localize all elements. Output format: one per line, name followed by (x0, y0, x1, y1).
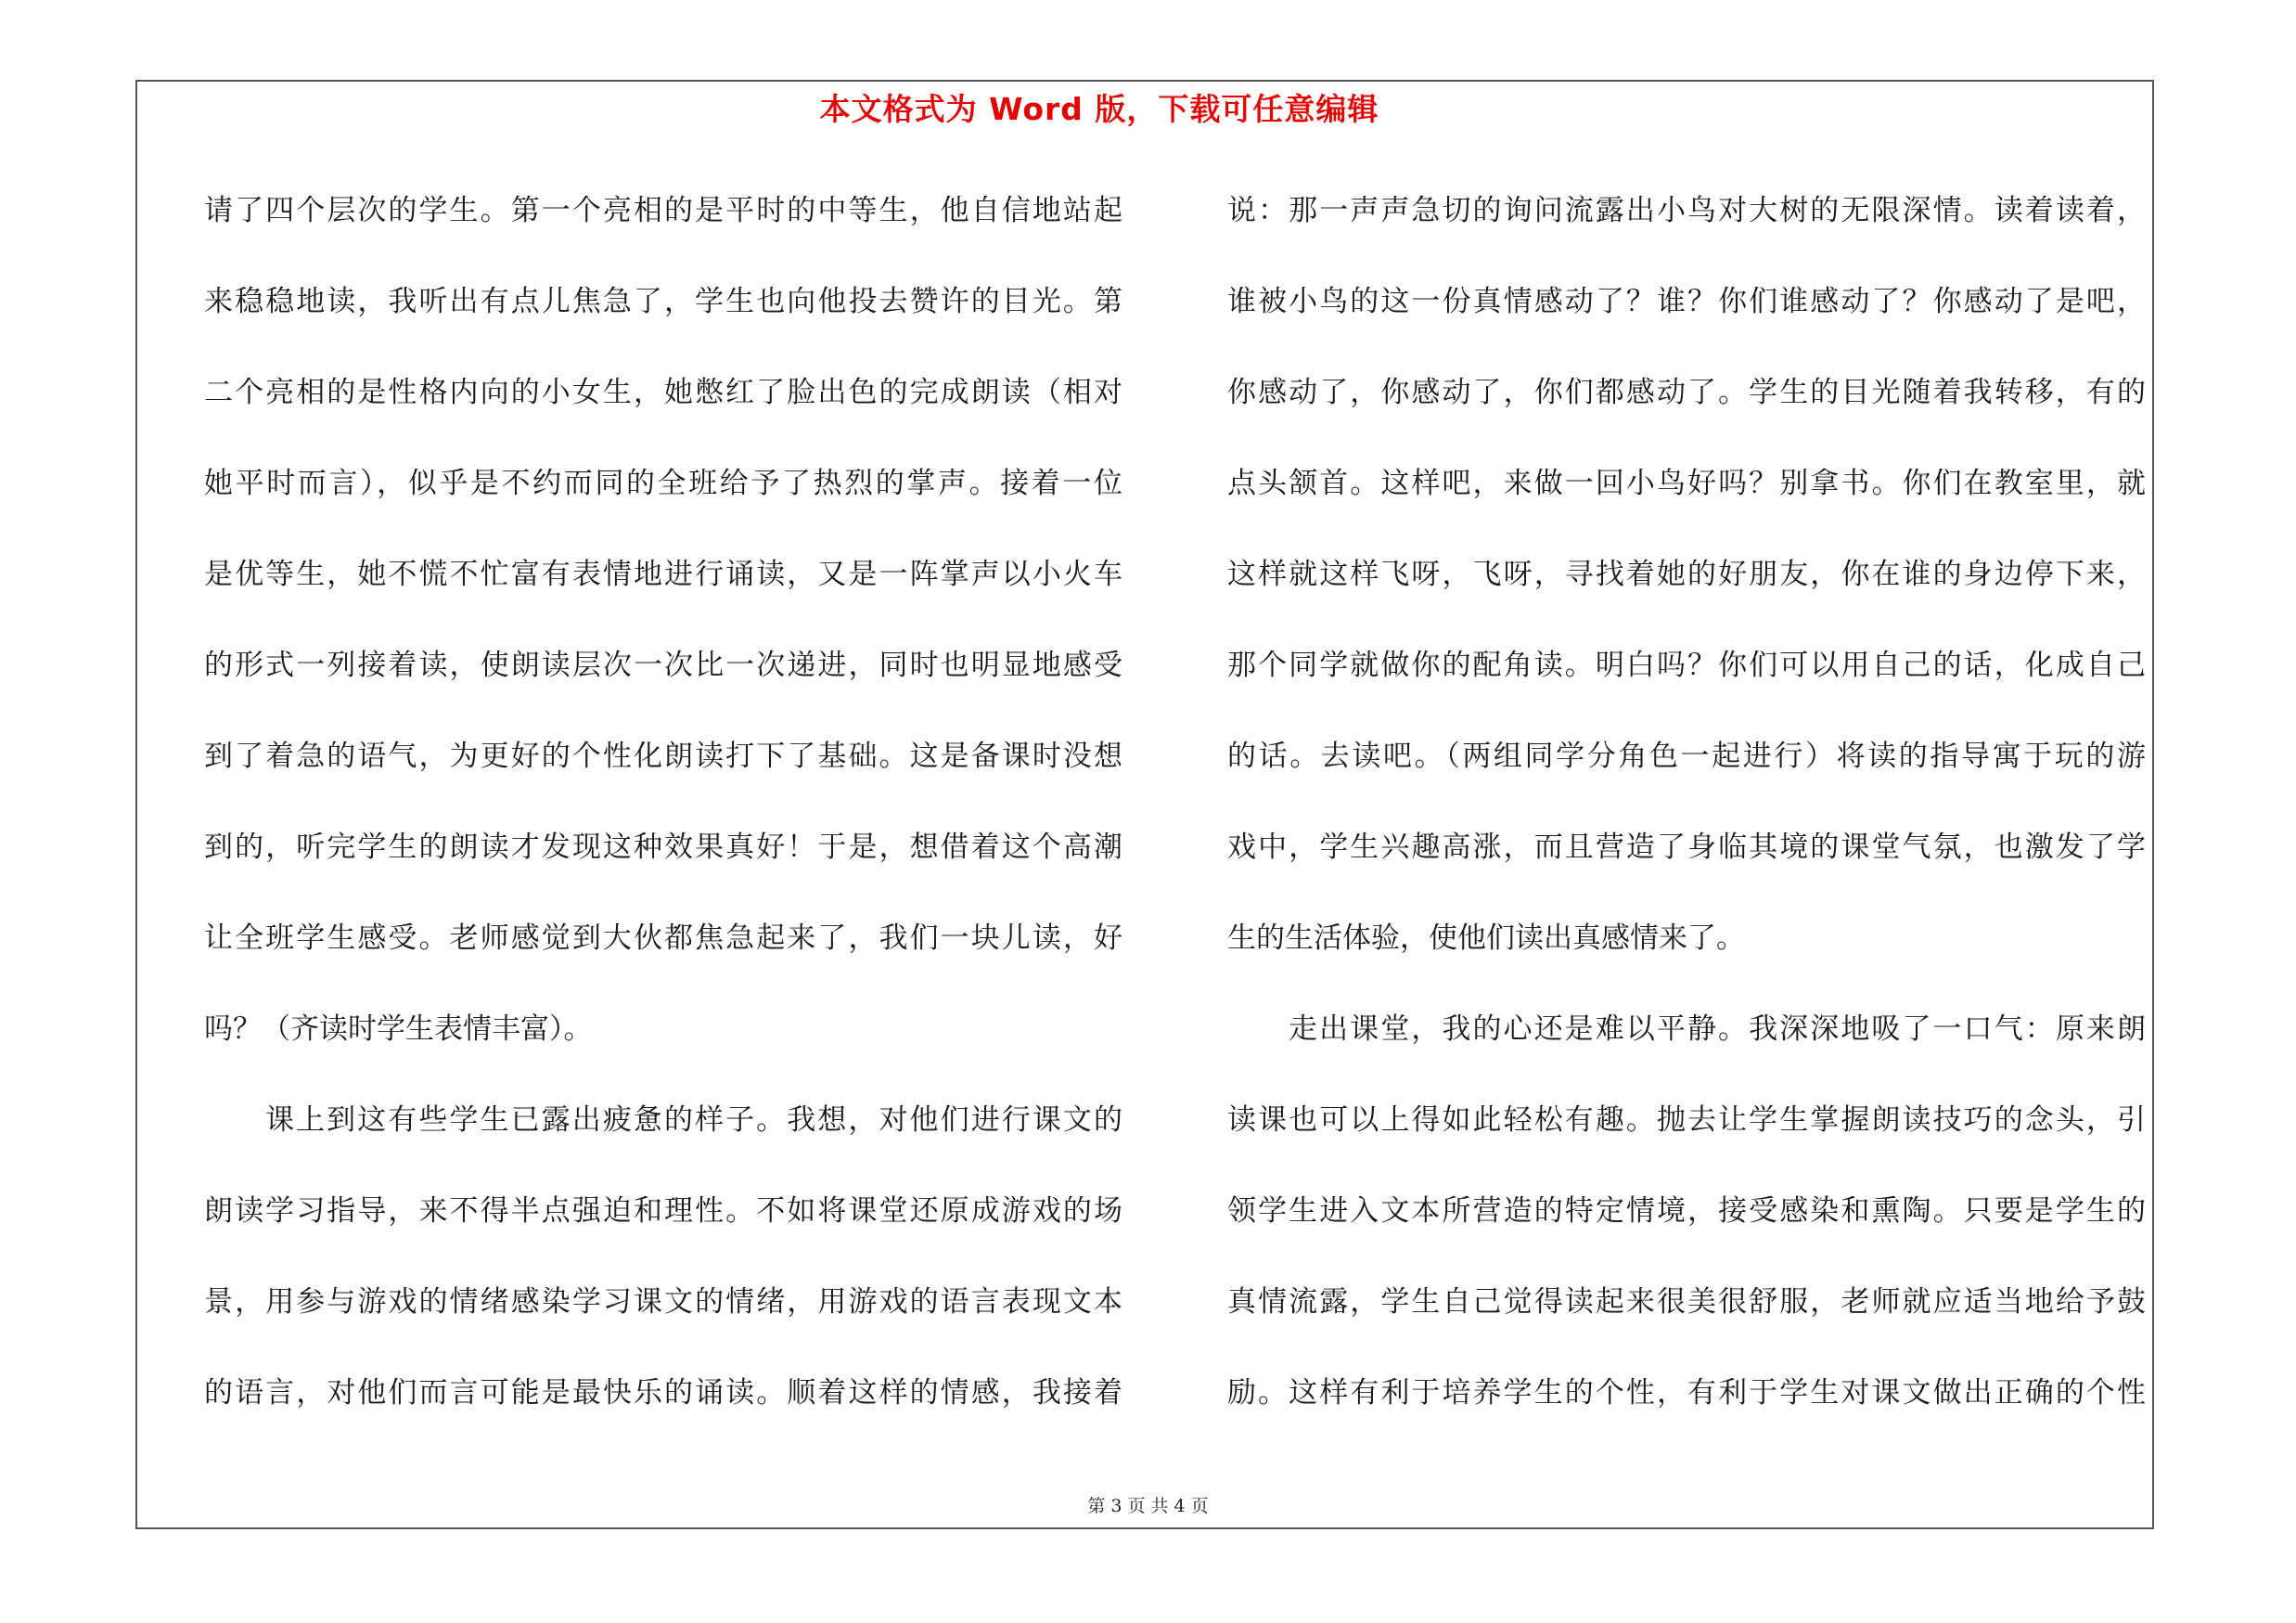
document-banner: 本文格式为 Word 版，下载可任意编辑 (819, 91, 1379, 127)
left-text-column (204, 181, 1122, 1454)
text-line: 让全班学生感受。老师感觉到大伙都焦急起来了，我们一块儿读，好 (204, 921, 1122, 955)
text-line: 请了四个层次的学生。第一个亮相的是平时的中等生，他自信地站起 (204, 194, 1122, 227)
text-line: 的话。去读吧。（两组同学分角色一起进行）将读的指导寓于玩的游 (1227, 740, 2146, 773)
text-line: 励。这样有利于培养学生的个性，有利于学生对课文做出正确的个性 (1227, 1376, 2146, 1410)
text-line: 读课也可以上得如此轻松有趣。抛去让学生掌握朗读技巧的念头，引 (1227, 1103, 2146, 1137)
right-text-column (1227, 181, 2146, 1454)
text-line: 她平时而言），似乎是不约而同的全班给予了热烈的掌声。接着一位 (204, 467, 1122, 500)
text-line: 朗读学习指导，来不得半点强迫和理性。不如将课堂还原成游戏的场 (204, 1194, 1122, 1228)
text-line: 那个同学就做你的配角读。明白吗？你们可以用自己的话，化成自己 (1227, 649, 2146, 682)
text-line: 到了着急的语气，为更好的个性化朗读打下了基础。这是备课时没想 (204, 740, 1122, 773)
text-line: 说：那一声声急切的询问流露出小鸟对大树的无限深情。读着读着， (1227, 194, 2146, 227)
text-line: 真情流露，学生自己觉得读起来很美很舒服，老师就应适当地给予鼓 (1227, 1285, 2146, 1319)
text-line: 景，用参与游戏的情绪感染学习课文的情绪，用游戏的语言表现文本 (204, 1285, 1122, 1319)
text-line: 谁被小鸟的这一份真情感动了？谁？你们谁感动了？你感动了是吧， (1227, 285, 2146, 318)
text-line: 二个亮相的是性格内向的小女生，她憋红了脸出色的完成朗读（相对 (204, 376, 1122, 409)
text-line: 戏中，学生兴趣高涨，而且营造了身临其境的课堂气氛，也激发了学 (1227, 831, 2146, 864)
text-line: 走出课堂，我的心还是难以平静。我深深地吸了一口气：原来朗 (1289, 1012, 2146, 1046)
text-line: 领学生进入文本所营造的特定情境，接受感染和熏陶。只要是学生的 (1227, 1194, 2146, 1228)
text-line: 的形式一列接着读，使朗读层次一次比一次递进，同时也明显地感受 (204, 649, 1122, 682)
text-line: 生的生活体验，使他们读出真感情来了。 (1227, 921, 1745, 955)
text-line: 这样就这样飞呀，飞呀，寻找着她的好朋友，你在谁的身边停下来， (1227, 558, 2146, 591)
text-line: 来稳稳地读，我听出有点儿焦急了，学生也向他投去赞许的目光。第 (204, 285, 1122, 318)
text-line: 是优等生，她不慌不忙富有表情地进行诵读，又是一阵掌声以小火车 (204, 558, 1122, 591)
text-line: 的语言，对他们而言可能是最快乐的诵读。顺着这样的情感，我接着 (204, 1376, 1122, 1410)
text-line: 点头颔首。这样吧，来做一回小鸟好吗？别拿书。你们在教室里，就 (1227, 467, 2146, 500)
text-line: 课上到这有些学生已露出疲惫的样子。我想，对他们进行课文的 (265, 1103, 1122, 1137)
text-line: 到的，听完学生的朗读才发现这种效果真好！于是，想借着这个高潮 (204, 831, 1122, 864)
text-line: 你感动了，你感动了，你们都感动了。学生的目光随着我转移，有的 (1227, 376, 2146, 409)
page-number-footer: 第 3 页 共 4 页 (1087, 1496, 1209, 1516)
text-line: 吗？（齐读时学生表情丰富）。 (204, 1012, 593, 1046)
